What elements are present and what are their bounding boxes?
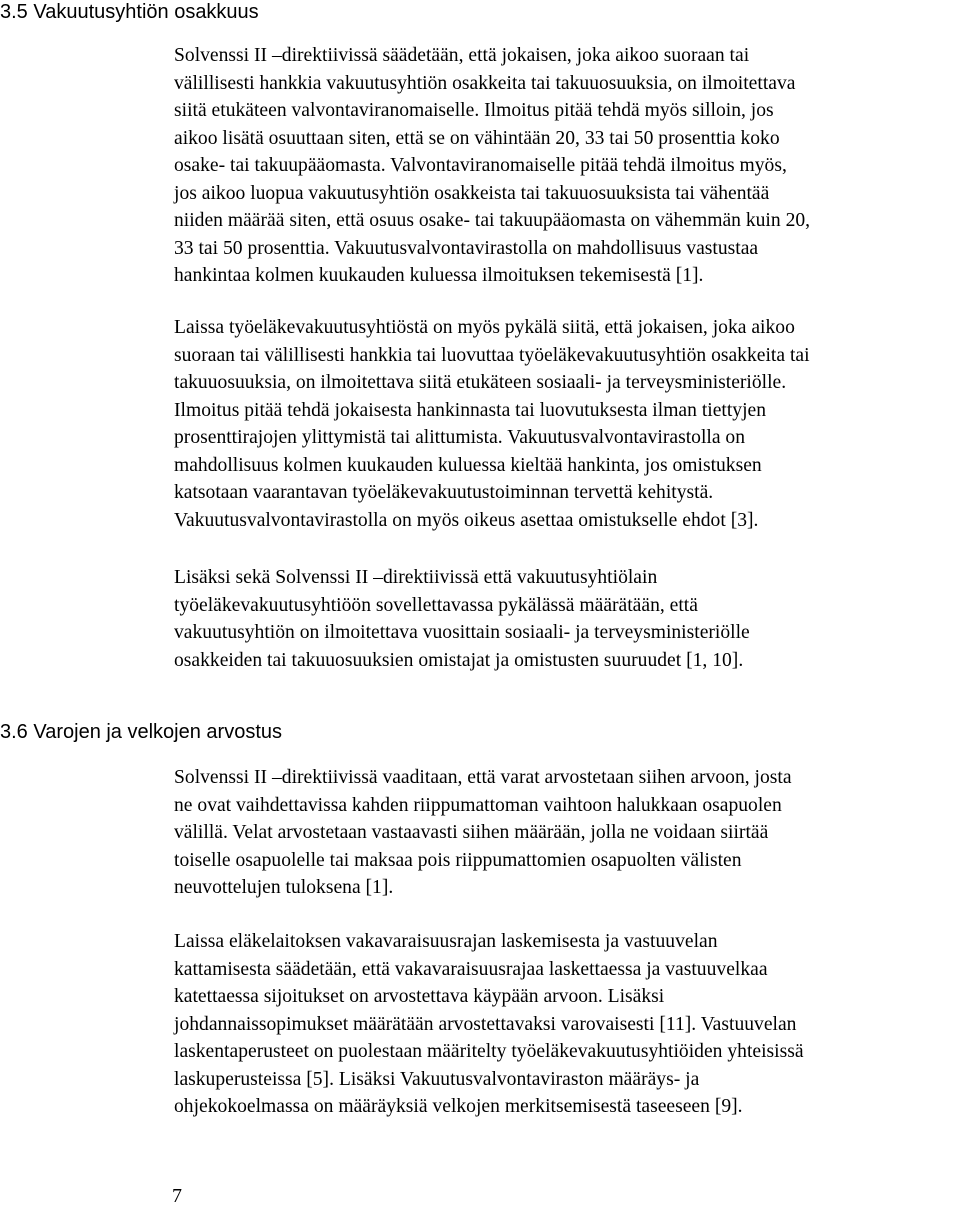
- text-line: toiselle osapuolelle tai maksaa pois riippumattomien osapuolten välisten: [174, 849, 742, 871]
- text-line: työeläkevakuutusyhtiöön sovellettavassa pykälässä määrätään, että: [174, 594, 698, 616]
- text-line: välillisesti hankkia vakuutusyhtiön osakkeita tai takuuosuuksia, on ilmoitettava: [174, 72, 796, 94]
- section-heading-3-6: 3.6 Varojen ja velkojen arvostus: [0, 721, 283, 743]
- text-line: Solvenssi II –direktiivissä säädetään, että jokaisen, joka aikoo suoraan tai: [174, 45, 750, 66]
- paragraph: [174, 928, 944, 1121]
- text-line: ohjekokoelmassa on määräyksiä velkojen merkitsemisestä taseeseen [9].: [174, 1096, 743, 1117]
- text-line: osakkeiden tai takuuosuuksien omistajat ja omistusten suuruudet [1, 10].: [174, 649, 744, 671]
- text-line: Laissa eläkelaitoksen vakavaraisuusrajan laskemisesta ja vastuuvelan: [174, 931, 718, 952]
- text-line: Ilmoitus pitää tehdä jokaisesta hankinnasta tai luovutuksesta ilman tiettyjen: [174, 399, 767, 421]
- text-line: jos aikoo luopua vakuutusyhtiön osakkeista tai takuuosuuksista tai vähentää: [174, 182, 770, 204]
- text-line: osake- tai takuupääomasta. Valvontaviranomaiselle pitää tehdä ilmoitus myös,: [174, 155, 787, 176]
- text-line: vakuutusyhtiön on ilmoitettava vuosittain sosiaali- ja terveysministeriölle: [174, 622, 750, 643]
- text-line: ne ovat vaihdettavissa kahden riippumattoman vaihtoon halukkaan osapuolen: [174, 794, 782, 816]
- text-line: Lisäksi sekä Solvenssi II –direktiivissä että vakuutusyhtiölain: [174, 567, 658, 588]
- text-line: Vakuutusvalvontavirastolla on myös oikeus asettaa omistukselle ehdot [3].: [174, 509, 759, 531]
- text-line: aikoo lisätä osuuttaan siten, että se on vähintään 20, 33 tai 50 prosenttia koko: [174, 127, 780, 149]
- text-line: välillä. Velat arvostetaan vastaavasti siihen määrään, jolla ne voidaan siirtää: [174, 822, 769, 843]
- section-heading-3-5: 3.5 Vakuutusyhtiön osakkuus: [0, 1, 259, 23]
- text-line: prosenttirajojen ylittymistä tai alittumista. Vakuutusvalvontavirastolla on: [174, 427, 746, 448]
- page-number: 7: [172, 1185, 182, 1207]
- paragraph: [174, 564, 944, 674]
- text-line: 33 tai 50 prosenttia. Vakuutusvalvontavirastolla on mahdollisuus vastustaa: [174, 237, 759, 259]
- paragraph: [174, 42, 944, 290]
- text-line: laskentaperusteet on puolestaan määritelty työeläkevakuutusyhtiöiden yhteisissä: [174, 1041, 804, 1062]
- text-line: neuvottelujen tuloksena [1].: [174, 877, 394, 898]
- text-line: hankintaa kolmen kuukauden kuluessa ilmoituksen tekemisestä [1].: [174, 265, 704, 286]
- text-line: suoraan tai välillisesti hankkia tai luovuttaa työeläkevakuutusyhtiön osakkeita tai: [174, 344, 810, 366]
- text-line: mahdollisuus kolmen kuukauden kuluessa kieltää hankinta, jos omistuksen: [174, 454, 762, 476]
- text-line: Solvenssi II –direktiivissä vaaditaan, että varat arvostetaan siihen arvoon, josta: [174, 767, 792, 788]
- text-line: takuuosuuksia, on ilmoitettava siitä etukäteen sosiaali- ja terveysministeriölle.: [174, 372, 787, 393]
- paragraph: [174, 314, 944, 534]
- text-line: Laissa työeläkevakuutusyhtiöstä on myös pykälä siitä, että jokaisen, joka aikoo: [174, 317, 795, 338]
- text-line: niiden määrää siten, että osuus osake- tai takuupääomasta on vähemmän kuin 20,: [174, 210, 811, 231]
- paragraph: [174, 764, 944, 902]
- text-line: katettaessa sijoitukset on arvostettava käypään arvoon. Lisäksi: [174, 986, 665, 1007]
- text-line: siitä etukäteen valvontaviranomaiselle. Ilmoitus pitää tehdä myös silloin, jos: [174, 100, 774, 121]
- text-line: katsotaan vaarantavan työeläkevakuutustoiminnan tervettä kehitystä.: [174, 482, 714, 503]
- text-line: laskuperusteissa [5]. Lisäksi Vakuutusvalvontaviraston määräys- ja: [174, 1068, 700, 1090]
- text-line: kattamisesta säädetään, että vakavaraisuusrajaa laskettaessa ja vastuuvelkaa: [174, 958, 768, 980]
- text-line: johdannaissopimukset määrätään arvostettavaksi varovaisesti [11]. Vastuuvelan: [174, 1013, 797, 1035]
